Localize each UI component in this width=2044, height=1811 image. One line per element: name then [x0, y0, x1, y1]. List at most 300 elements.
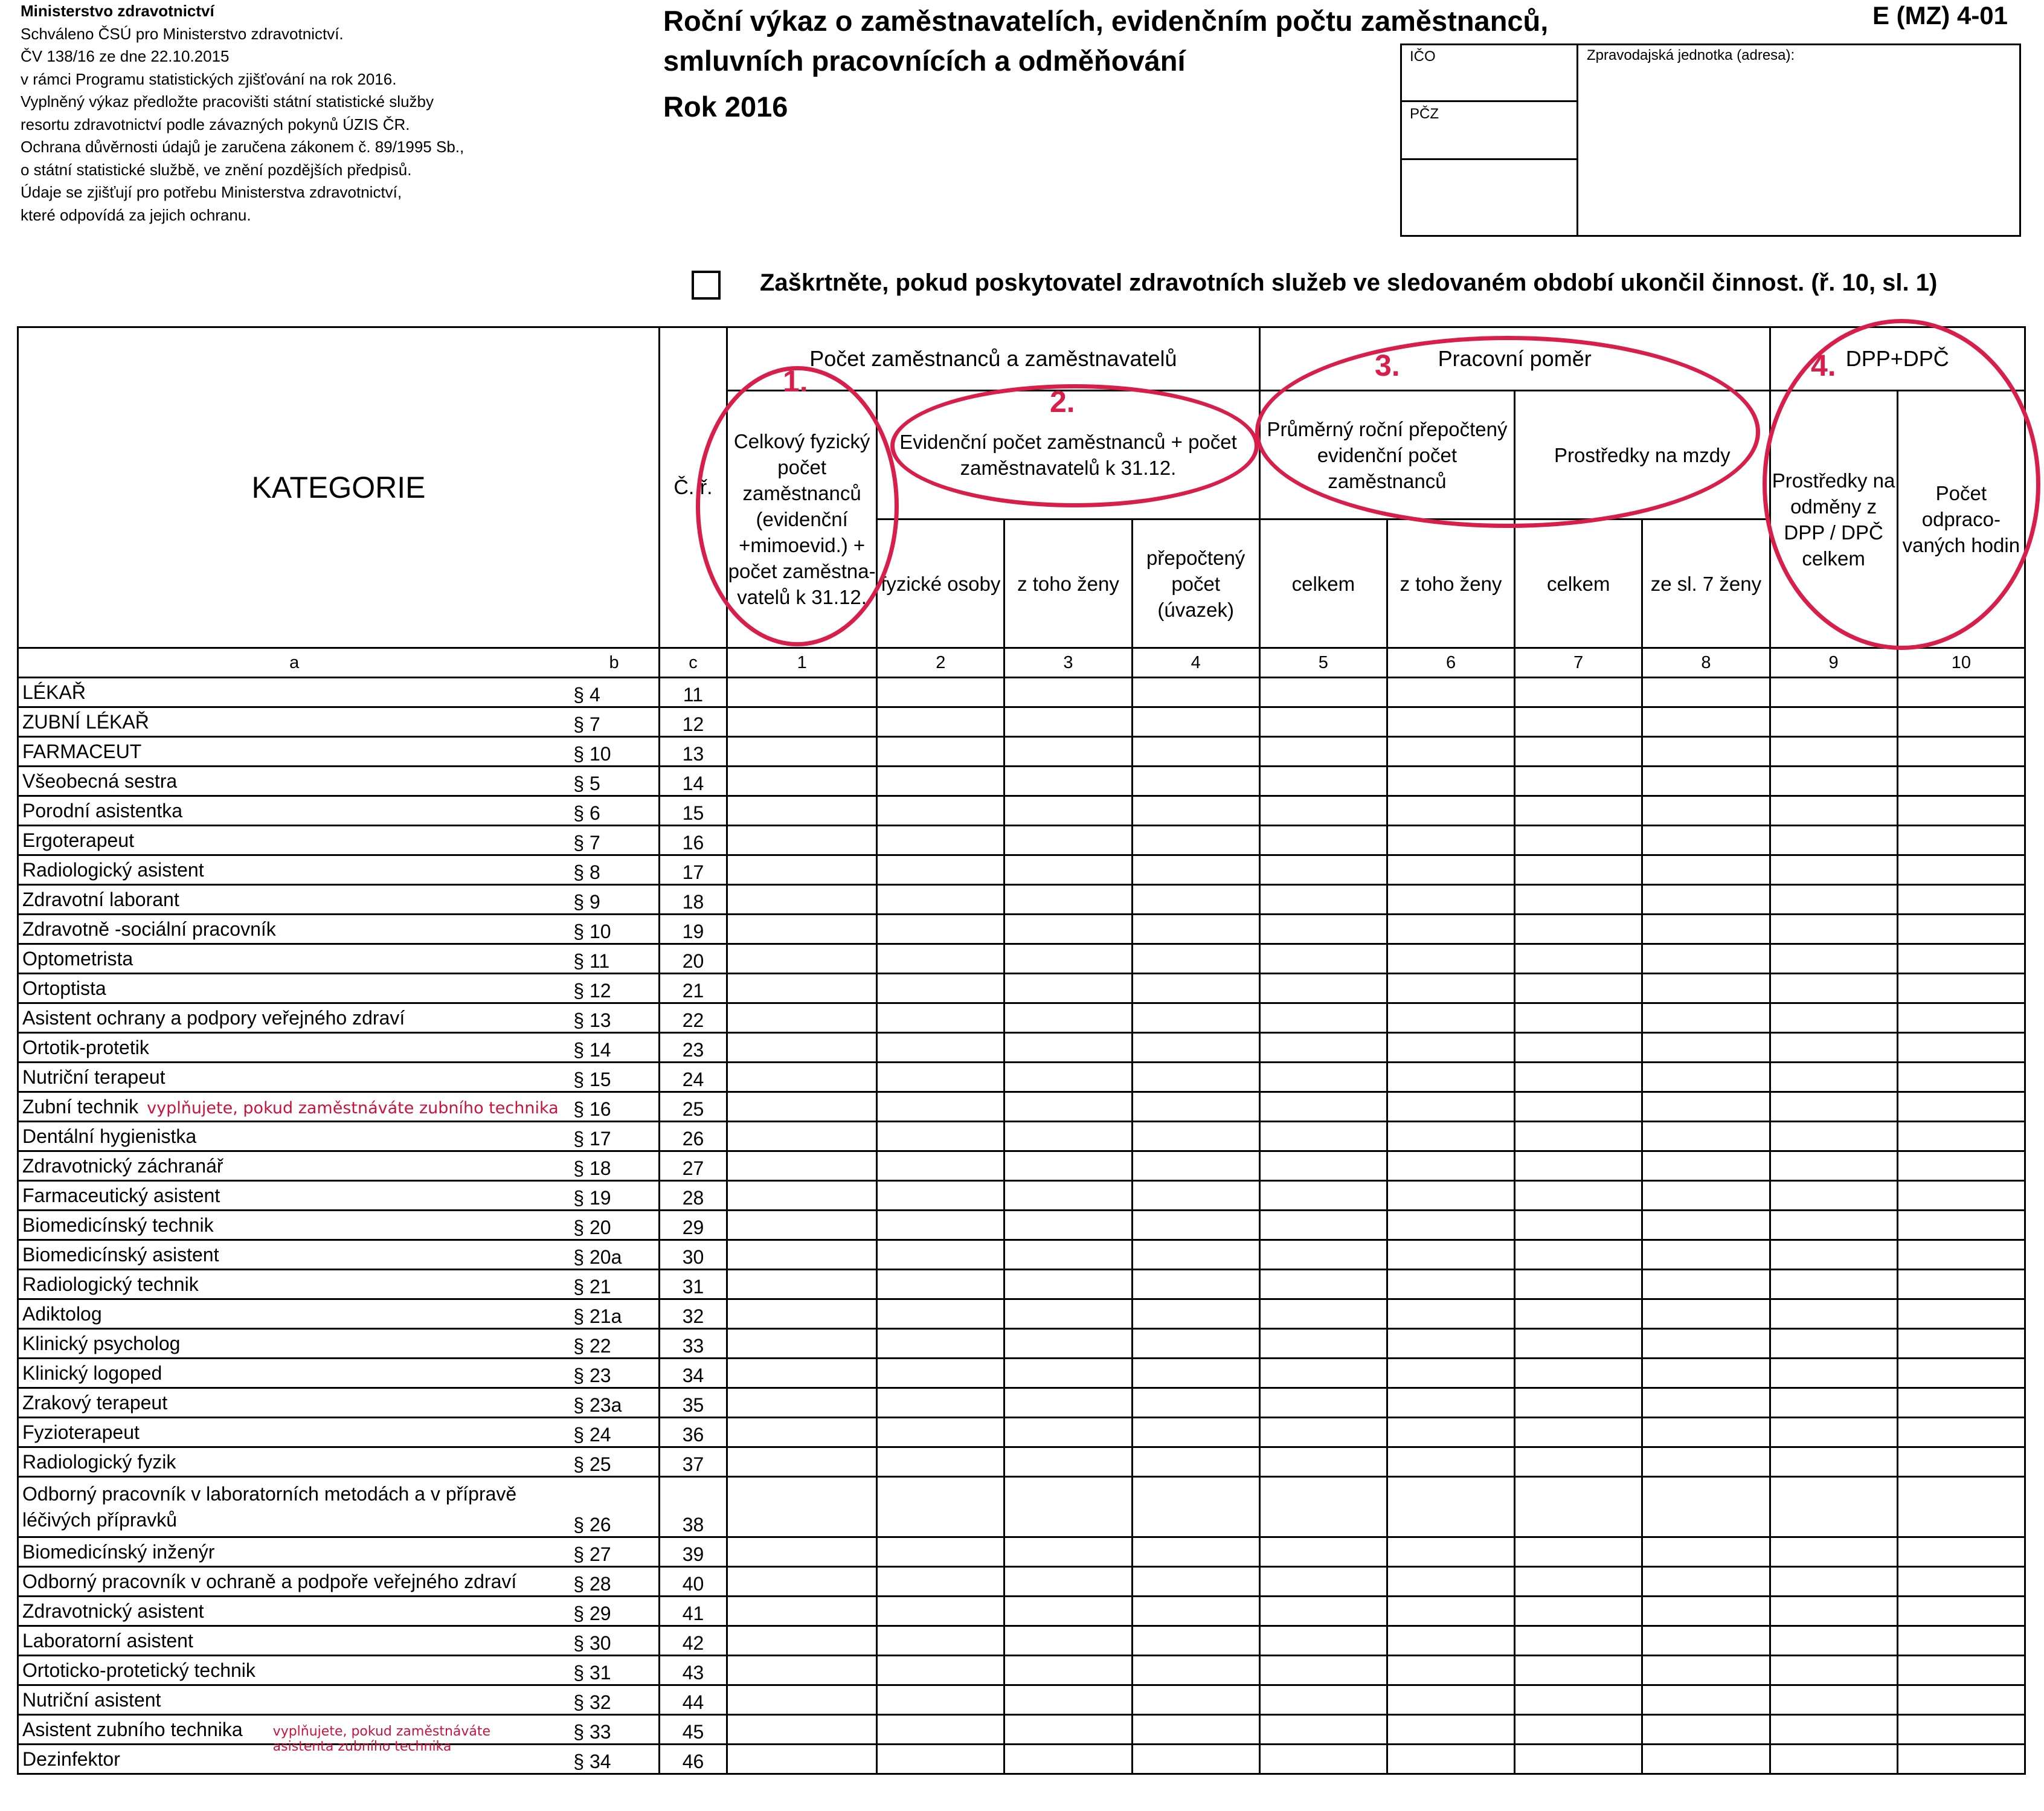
- input-cell-col-4[interactable]: [1132, 1447, 1259, 1477]
- input-cell-col-5[interactable]: [1259, 737, 1387, 767]
- input-cell-col-8[interactable]: [1642, 1597, 1770, 1626]
- input-cell-col-6[interactable]: [1387, 1181, 1514, 1211]
- input-cell-col-4[interactable]: [1132, 707, 1259, 737]
- input-cell-col-3[interactable]: [1004, 1567, 1132, 1597]
- input-cell-col-10[interactable]: [1897, 1626, 2025, 1656]
- input-cell-col-2[interactable]: [877, 1181, 1004, 1211]
- input-cell-col-9[interactable]: [1770, 1745, 1897, 1774]
- input-cell-col-9[interactable]: [1770, 737, 1897, 767]
- input-cell-col-6[interactable]: [1387, 1418, 1514, 1447]
- input-cell-col-9[interactable]: [1770, 1685, 1897, 1715]
- input-cell-col-1[interactable]: [727, 1240, 877, 1270]
- input-cell-col-2[interactable]: [877, 1359, 1004, 1388]
- input-cell-col-8[interactable]: [1642, 796, 1770, 826]
- input-cell-col-4[interactable]: [1132, 1745, 1259, 1774]
- input-cell-col-7[interactable]: [1515, 1092, 1642, 1122]
- input-cell-col-1[interactable]: [727, 796, 877, 826]
- input-cell-col-2[interactable]: [877, 1122, 1004, 1151]
- input-cell-col-7[interactable]: [1515, 1745, 1642, 1774]
- input-cell-col-1[interactable]: [727, 1211, 877, 1240]
- input-cell-col-3[interactable]: [1004, 1299, 1132, 1329]
- input-cell-col-5[interactable]: [1259, 796, 1387, 826]
- input-cell-col-2[interactable]: [877, 707, 1004, 737]
- input-cell-col-1[interactable]: [727, 1181, 877, 1211]
- input-cell-col-5[interactable]: [1259, 1447, 1387, 1477]
- input-cell-col-8[interactable]: [1642, 1715, 1770, 1745]
- input-cell-col-1[interactable]: [727, 1003, 877, 1033]
- input-cell-col-3[interactable]: [1004, 796, 1132, 826]
- input-cell-col-4[interactable]: [1132, 1656, 1259, 1685]
- input-cell-col-3[interactable]: [1004, 1388, 1132, 1418]
- input-cell-col-10[interactable]: [1897, 767, 2025, 796]
- input-cell-col-5[interactable]: [1259, 1329, 1387, 1359]
- input-cell-col-4[interactable]: [1132, 737, 1259, 767]
- input-cell-col-3[interactable]: [1004, 1597, 1132, 1626]
- input-cell-col-1[interactable]: [727, 1715, 877, 1745]
- input-cell-col-4[interactable]: [1132, 1537, 1259, 1567]
- input-cell-col-9[interactable]: [1770, 1715, 1897, 1745]
- input-cell-col-6[interactable]: [1387, 1003, 1514, 1033]
- input-cell-col-1[interactable]: [727, 737, 877, 767]
- input-cell-col-4[interactable]: [1132, 1151, 1259, 1181]
- input-cell-col-10[interactable]: [1897, 1477, 2025, 1537]
- input-cell-col-7[interactable]: [1515, 915, 1642, 944]
- input-cell-col-6[interactable]: [1387, 1567, 1514, 1597]
- input-cell-col-2[interactable]: [877, 1329, 1004, 1359]
- input-cell-col-9[interactable]: [1770, 1656, 1897, 1685]
- input-cell-col-8[interactable]: [1642, 826, 1770, 855]
- input-cell-col-6[interactable]: [1387, 1477, 1514, 1537]
- input-cell-col-10[interactable]: [1897, 678, 2025, 707]
- input-cell-col-4[interactable]: [1132, 885, 1259, 915]
- input-cell-col-7[interactable]: [1515, 737, 1642, 767]
- input-cell-col-4[interactable]: [1132, 1003, 1259, 1033]
- input-cell-col-8[interactable]: [1642, 767, 1770, 796]
- input-cell-col-1[interactable]: [727, 1359, 877, 1388]
- input-cell-col-4[interactable]: [1132, 855, 1259, 885]
- input-cell-col-4[interactable]: [1132, 1299, 1259, 1329]
- input-cell-col-6[interactable]: [1387, 767, 1514, 796]
- input-cell-col-4[interactable]: [1132, 1626, 1259, 1656]
- input-cell-col-5[interactable]: [1259, 1181, 1387, 1211]
- input-cell-col-8[interactable]: [1642, 1447, 1770, 1477]
- input-cell-col-10[interactable]: [1897, 1033, 2025, 1063]
- input-cell-col-8[interactable]: [1642, 885, 1770, 915]
- input-cell-col-7[interactable]: [1515, 1122, 1642, 1151]
- input-cell-col-3[interactable]: [1004, 974, 1132, 1003]
- input-cell-col-8[interactable]: [1642, 1063, 1770, 1092]
- input-cell-col-1[interactable]: [727, 1329, 877, 1359]
- input-cell-col-5[interactable]: [1259, 1388, 1387, 1418]
- input-cell-col-6[interactable]: [1387, 1388, 1514, 1418]
- input-cell-col-5[interactable]: [1259, 1597, 1387, 1626]
- input-cell-col-6[interactable]: [1387, 944, 1514, 974]
- input-cell-col-3[interactable]: [1004, 1447, 1132, 1477]
- input-cell-col-1[interactable]: [727, 1270, 877, 1299]
- input-cell-col-10[interactable]: [1897, 1656, 2025, 1685]
- input-cell-col-10[interactable]: [1897, 1329, 2025, 1359]
- input-cell-col-1[interactable]: [727, 1418, 877, 1447]
- input-cell-col-5[interactable]: [1259, 1477, 1387, 1537]
- input-cell-col-6[interactable]: [1387, 1092, 1514, 1122]
- input-cell-col-1[interactable]: [727, 1299, 877, 1329]
- input-cell-col-3[interactable]: [1004, 707, 1132, 737]
- input-cell-col-5[interactable]: [1259, 944, 1387, 974]
- input-cell-col-5[interactable]: [1259, 1299, 1387, 1329]
- pcz-field[interactable]: [1400, 102, 1576, 158]
- input-cell-col-8[interactable]: [1642, 944, 1770, 974]
- input-cell-col-5[interactable]: [1259, 826, 1387, 855]
- input-cell-col-6[interactable]: [1387, 1745, 1514, 1774]
- input-cell-col-4[interactable]: [1132, 1211, 1259, 1240]
- input-cell-col-8[interactable]: [1642, 1685, 1770, 1715]
- input-cell-col-3[interactable]: [1004, 1537, 1132, 1567]
- input-cell-col-10[interactable]: [1897, 1447, 2025, 1477]
- input-cell-col-9[interactable]: [1770, 1447, 1897, 1477]
- input-cell-col-10[interactable]: [1897, 1181, 2025, 1211]
- input-cell-col-2[interactable]: [877, 678, 1004, 707]
- input-cell-col-5[interactable]: [1259, 1567, 1387, 1597]
- input-cell-col-4[interactable]: [1132, 944, 1259, 974]
- input-cell-col-1[interactable]: [727, 1447, 877, 1477]
- input-cell-col-10[interactable]: [1897, 1597, 2025, 1626]
- input-cell-col-1[interactable]: [727, 1151, 877, 1181]
- input-cell-col-5[interactable]: [1259, 1715, 1387, 1745]
- input-cell-col-5[interactable]: [1259, 1270, 1387, 1299]
- input-cell-col-1[interactable]: [727, 885, 877, 915]
- input-cell-col-7[interactable]: [1515, 1418, 1642, 1447]
- input-cell-col-2[interactable]: [877, 1656, 1004, 1685]
- input-cell-col-8[interactable]: [1642, 1329, 1770, 1359]
- input-cell-col-2[interactable]: [877, 767, 1004, 796]
- input-cell-col-3[interactable]: [1004, 1270, 1132, 1299]
- input-cell-col-10[interactable]: [1897, 1537, 2025, 1567]
- input-cell-col-10[interactable]: [1897, 885, 2025, 915]
- input-cell-col-6[interactable]: [1387, 1715, 1514, 1745]
- input-cell-col-10[interactable]: [1897, 737, 2025, 767]
- input-cell-col-9[interactable]: [1770, 1181, 1897, 1211]
- input-cell-col-1[interactable]: [727, 1537, 877, 1567]
- input-cell-col-5[interactable]: [1259, 885, 1387, 915]
- input-cell-col-6[interactable]: [1387, 1626, 1514, 1656]
- input-cell-col-2[interactable]: [877, 1270, 1004, 1299]
- input-cell-col-7[interactable]: [1515, 1388, 1642, 1418]
- input-cell-col-7[interactable]: [1515, 1626, 1642, 1656]
- input-cell-col-4[interactable]: [1132, 1122, 1259, 1151]
- input-cell-col-2[interactable]: [877, 1003, 1004, 1033]
- input-cell-col-3[interactable]: [1004, 737, 1132, 767]
- input-cell-col-9[interactable]: [1770, 1151, 1897, 1181]
- input-cell-col-3[interactable]: [1004, 885, 1132, 915]
- input-cell-col-9[interactable]: [1770, 1359, 1897, 1388]
- input-cell-col-9[interactable]: [1770, 1092, 1897, 1122]
- input-cell-col-7[interactable]: [1515, 1033, 1642, 1063]
- input-cell-col-6[interactable]: [1387, 1063, 1514, 1092]
- input-cell-col-3[interactable]: [1004, 1359, 1132, 1388]
- input-cell-col-1[interactable]: [727, 915, 877, 944]
- input-cell-col-5[interactable]: [1259, 855, 1387, 885]
- input-cell-col-6[interactable]: [1387, 707, 1514, 737]
- input-cell-col-7[interactable]: [1515, 1181, 1642, 1211]
- input-cell-col-5[interactable]: [1259, 1240, 1387, 1270]
- input-cell-col-5[interactable]: [1259, 1359, 1387, 1388]
- input-cell-col-1[interactable]: [727, 855, 877, 885]
- input-cell-col-6[interactable]: [1387, 1299, 1514, 1329]
- input-cell-col-1[interactable]: [727, 678, 877, 707]
- input-cell-col-9[interactable]: [1770, 1329, 1897, 1359]
- input-cell-col-3[interactable]: [1004, 767, 1132, 796]
- input-cell-col-8[interactable]: [1642, 1240, 1770, 1270]
- input-cell-col-10[interactable]: [1897, 1567, 2025, 1597]
- input-cell-col-4[interactable]: [1132, 1181, 1259, 1211]
- input-cell-col-7[interactable]: [1515, 1299, 1642, 1329]
- input-cell-col-10[interactable]: [1897, 1003, 2025, 1033]
- input-cell-col-2[interactable]: [877, 1685, 1004, 1715]
- input-cell-col-1[interactable]: [727, 1092, 877, 1122]
- input-cell-col-1[interactable]: [727, 1477, 877, 1537]
- input-cell-col-6[interactable]: [1387, 855, 1514, 885]
- input-cell-col-10[interactable]: [1897, 1122, 2025, 1151]
- input-cell-col-9[interactable]: [1770, 707, 1897, 737]
- input-cell-col-5[interactable]: [1259, 1092, 1387, 1122]
- input-cell-col-4[interactable]: [1132, 1092, 1259, 1122]
- input-cell-col-9[interactable]: [1770, 767, 1897, 796]
- input-cell-col-7[interactable]: [1515, 855, 1642, 885]
- input-cell-col-3[interactable]: [1004, 1477, 1132, 1537]
- input-cell-col-5[interactable]: [1259, 1003, 1387, 1033]
- input-cell-col-8[interactable]: [1642, 1745, 1770, 1774]
- input-cell-col-3[interactable]: [1004, 1329, 1132, 1359]
- input-cell-col-2[interactable]: [877, 1063, 1004, 1092]
- input-cell-col-4[interactable]: [1132, 1033, 1259, 1063]
- input-cell-col-9[interactable]: [1770, 826, 1897, 855]
- input-cell-col-5[interactable]: [1259, 1537, 1387, 1567]
- input-cell-col-2[interactable]: [877, 1477, 1004, 1537]
- input-cell-col-2[interactable]: [877, 1299, 1004, 1329]
- input-cell-col-1[interactable]: [727, 1388, 877, 1418]
- input-cell-col-3[interactable]: [1004, 1211, 1132, 1240]
- input-cell-col-1[interactable]: [727, 1685, 877, 1715]
- input-cell-col-6[interactable]: [1387, 1211, 1514, 1240]
- input-cell-col-10[interactable]: [1897, 1359, 2025, 1388]
- input-cell-col-8[interactable]: [1642, 1033, 1770, 1063]
- input-cell-col-9[interactable]: [1770, 1626, 1897, 1656]
- input-cell-col-6[interactable]: [1387, 1033, 1514, 1063]
- input-cell-col-1[interactable]: [727, 1656, 877, 1685]
- input-cell-col-7[interactable]: [1515, 796, 1642, 826]
- input-cell-col-2[interactable]: [877, 1092, 1004, 1122]
- input-cell-col-6[interactable]: [1387, 915, 1514, 944]
- input-cell-col-6[interactable]: [1387, 1270, 1514, 1299]
- input-cell-col-3[interactable]: [1004, 944, 1132, 974]
- input-cell-col-5[interactable]: [1259, 1211, 1387, 1240]
- input-cell-col-1[interactable]: [727, 944, 877, 974]
- input-cell-col-2[interactable]: [877, 1447, 1004, 1477]
- input-cell-col-6[interactable]: [1387, 885, 1514, 915]
- input-cell-col-10[interactable]: [1897, 944, 2025, 974]
- input-cell-col-2[interactable]: [877, 796, 1004, 826]
- input-cell-col-7[interactable]: [1515, 944, 1642, 974]
- input-cell-col-3[interactable]: [1004, 1033, 1132, 1063]
- input-cell-col-2[interactable]: [877, 1537, 1004, 1567]
- input-cell-col-9[interactable]: [1770, 678, 1897, 707]
- input-cell-col-5[interactable]: [1259, 915, 1387, 944]
- input-cell-col-9[interactable]: [1770, 1270, 1897, 1299]
- input-cell-col-8[interactable]: [1642, 707, 1770, 737]
- input-cell-col-6[interactable]: [1387, 1329, 1514, 1359]
- input-cell-col-3[interactable]: [1004, 1418, 1132, 1447]
- input-cell-col-8[interactable]: [1642, 737, 1770, 767]
- extra-id-field[interactable]: [1400, 160, 1576, 235]
- input-cell-col-9[interactable]: [1770, 915, 1897, 944]
- input-cell-col-2[interactable]: [877, 1597, 1004, 1626]
- input-cell-col-2[interactable]: [877, 1240, 1004, 1270]
- input-cell-col-3[interactable]: [1004, 1181, 1132, 1211]
- input-cell-col-2[interactable]: [877, 1626, 1004, 1656]
- input-cell-col-3[interactable]: [1004, 1715, 1132, 1745]
- input-cell-col-5[interactable]: [1259, 1685, 1387, 1715]
- input-cell-col-8[interactable]: [1642, 1418, 1770, 1447]
- input-cell-col-2[interactable]: [877, 1745, 1004, 1774]
- input-cell-col-9[interactable]: [1770, 1063, 1897, 1092]
- input-cell-col-8[interactable]: [1642, 1270, 1770, 1299]
- input-cell-col-4[interactable]: [1132, 1567, 1259, 1597]
- input-cell-col-2[interactable]: [877, 915, 1004, 944]
- input-cell-col-9[interactable]: [1770, 1418, 1897, 1447]
- input-cell-col-10[interactable]: [1897, 915, 2025, 944]
- input-cell-col-4[interactable]: [1132, 1715, 1259, 1745]
- input-cell-col-7[interactable]: [1515, 1447, 1642, 1477]
- input-cell-col-6[interactable]: [1387, 1240, 1514, 1270]
- input-cell-col-9[interactable]: [1770, 855, 1897, 885]
- input-cell-col-7[interactable]: [1515, 1597, 1642, 1626]
- input-cell-col-1[interactable]: [727, 1122, 877, 1151]
- input-cell-col-3[interactable]: [1004, 915, 1132, 944]
- input-cell-col-8[interactable]: [1642, 855, 1770, 885]
- input-cell-col-6[interactable]: [1387, 1656, 1514, 1685]
- input-cell-col-2[interactable]: [877, 1033, 1004, 1063]
- input-cell-col-10[interactable]: [1897, 1270, 2025, 1299]
- input-cell-col-2[interactable]: [877, 826, 1004, 855]
- input-cell-col-6[interactable]: [1387, 1447, 1514, 1477]
- input-cell-col-5[interactable]: [1259, 1033, 1387, 1063]
- input-cell-col-9[interactable]: [1770, 974, 1897, 1003]
- input-cell-col-3[interactable]: [1004, 678, 1132, 707]
- input-cell-col-5[interactable]: [1259, 1122, 1387, 1151]
- input-cell-col-4[interactable]: [1132, 1329, 1259, 1359]
- input-cell-col-5[interactable]: [1259, 1063, 1387, 1092]
- input-cell-col-4[interactable]: [1132, 1270, 1259, 1299]
- input-cell-col-10[interactable]: [1897, 974, 2025, 1003]
- input-cell-col-7[interactable]: [1515, 1270, 1642, 1299]
- input-cell-col-6[interactable]: [1387, 1537, 1514, 1567]
- input-cell-col-9[interactable]: [1770, 1240, 1897, 1270]
- input-cell-col-3[interactable]: [1004, 1151, 1132, 1181]
- input-cell-col-7[interactable]: [1515, 974, 1642, 1003]
- input-cell-col-9[interactable]: [1770, 1597, 1897, 1626]
- input-cell-col-6[interactable]: [1387, 826, 1514, 855]
- input-cell-col-8[interactable]: [1642, 678, 1770, 707]
- input-cell-col-8[interactable]: [1642, 1151, 1770, 1181]
- input-cell-col-10[interactable]: [1897, 1063, 2025, 1092]
- input-cell-col-9[interactable]: [1770, 1003, 1897, 1033]
- input-cell-col-4[interactable]: [1132, 1597, 1259, 1626]
- input-cell-col-10[interactable]: [1897, 1685, 2025, 1715]
- input-cell-col-10[interactable]: [1897, 1151, 2025, 1181]
- input-cell-col-10[interactable]: [1897, 1240, 2025, 1270]
- input-cell-col-7[interactable]: [1515, 1537, 1642, 1567]
- input-cell-col-7[interactable]: [1515, 1715, 1642, 1745]
- input-cell-col-4[interactable]: [1132, 974, 1259, 1003]
- input-cell-col-8[interactable]: [1642, 1003, 1770, 1033]
- input-cell-col-4[interactable]: [1132, 767, 1259, 796]
- input-cell-col-3[interactable]: [1004, 1240, 1132, 1270]
- input-cell-col-2[interactable]: [877, 885, 1004, 915]
- input-cell-col-7[interactable]: [1515, 1477, 1642, 1537]
- input-cell-col-1[interactable]: [727, 826, 877, 855]
- input-cell-col-5[interactable]: [1259, 1626, 1387, 1656]
- input-cell-col-4[interactable]: [1132, 1388, 1259, 1418]
- input-cell-col-1[interactable]: [727, 1745, 877, 1774]
- input-cell-col-8[interactable]: [1642, 974, 1770, 1003]
- input-cell-col-2[interactable]: [877, 1567, 1004, 1597]
- input-cell-col-7[interactable]: [1515, 826, 1642, 855]
- input-cell-col-10[interactable]: [1897, 1418, 2025, 1447]
- input-cell-col-4[interactable]: [1132, 796, 1259, 826]
- input-cell-col-9[interactable]: [1770, 1537, 1897, 1567]
- input-cell-col-5[interactable]: [1259, 1151, 1387, 1181]
- input-cell-col-8[interactable]: [1642, 1211, 1770, 1240]
- input-cell-col-10[interactable]: [1897, 1715, 2025, 1745]
- input-cell-col-7[interactable]: [1515, 1211, 1642, 1240]
- input-cell-col-2[interactable]: [877, 1211, 1004, 1240]
- input-cell-col-3[interactable]: [1004, 855, 1132, 885]
- input-cell-col-6[interactable]: [1387, 1151, 1514, 1181]
- input-cell-col-8[interactable]: [1642, 1299, 1770, 1329]
- input-cell-col-1[interactable]: [727, 1626, 877, 1656]
- input-cell-col-2[interactable]: [877, 944, 1004, 974]
- input-cell-col-6[interactable]: [1387, 1359, 1514, 1388]
- input-cell-col-9[interactable]: [1770, 944, 1897, 974]
- input-cell-col-4[interactable]: [1132, 1240, 1259, 1270]
- input-cell-col-10[interactable]: [1897, 1299, 2025, 1329]
- input-cell-col-2[interactable]: [877, 1418, 1004, 1447]
- input-cell-col-4[interactable]: [1132, 678, 1259, 707]
- input-cell-col-1[interactable]: [727, 767, 877, 796]
- input-cell-col-3[interactable]: [1004, 1626, 1132, 1656]
- input-cell-col-7[interactable]: [1515, 767, 1642, 796]
- input-cell-col-3[interactable]: [1004, 1656, 1132, 1685]
- input-cell-col-5[interactable]: [1259, 707, 1387, 737]
- input-cell-col-8[interactable]: [1642, 1122, 1770, 1151]
- input-cell-col-10[interactable]: [1897, 1388, 2025, 1418]
- input-cell-col-5[interactable]: [1259, 767, 1387, 796]
- input-cell-col-7[interactable]: [1515, 1240, 1642, 1270]
- input-cell-col-4[interactable]: [1132, 1685, 1259, 1715]
- input-cell-col-6[interactable]: [1387, 796, 1514, 826]
- input-cell-col-10[interactable]: [1897, 855, 2025, 885]
- input-cell-col-3[interactable]: [1004, 826, 1132, 855]
- input-cell-col-8[interactable]: [1642, 1656, 1770, 1685]
- input-cell-col-9[interactable]: [1770, 1388, 1897, 1418]
- input-cell-col-8[interactable]: [1642, 1359, 1770, 1388]
- input-cell-col-7[interactable]: [1515, 1685, 1642, 1715]
- input-cell-col-2[interactable]: [877, 1388, 1004, 1418]
- input-cell-col-6[interactable]: [1387, 737, 1514, 767]
- input-cell-col-3[interactable]: [1004, 1063, 1132, 1092]
- input-cell-col-2[interactable]: [877, 737, 1004, 767]
- terminated-checkbox[interactable]: [692, 271, 721, 300]
